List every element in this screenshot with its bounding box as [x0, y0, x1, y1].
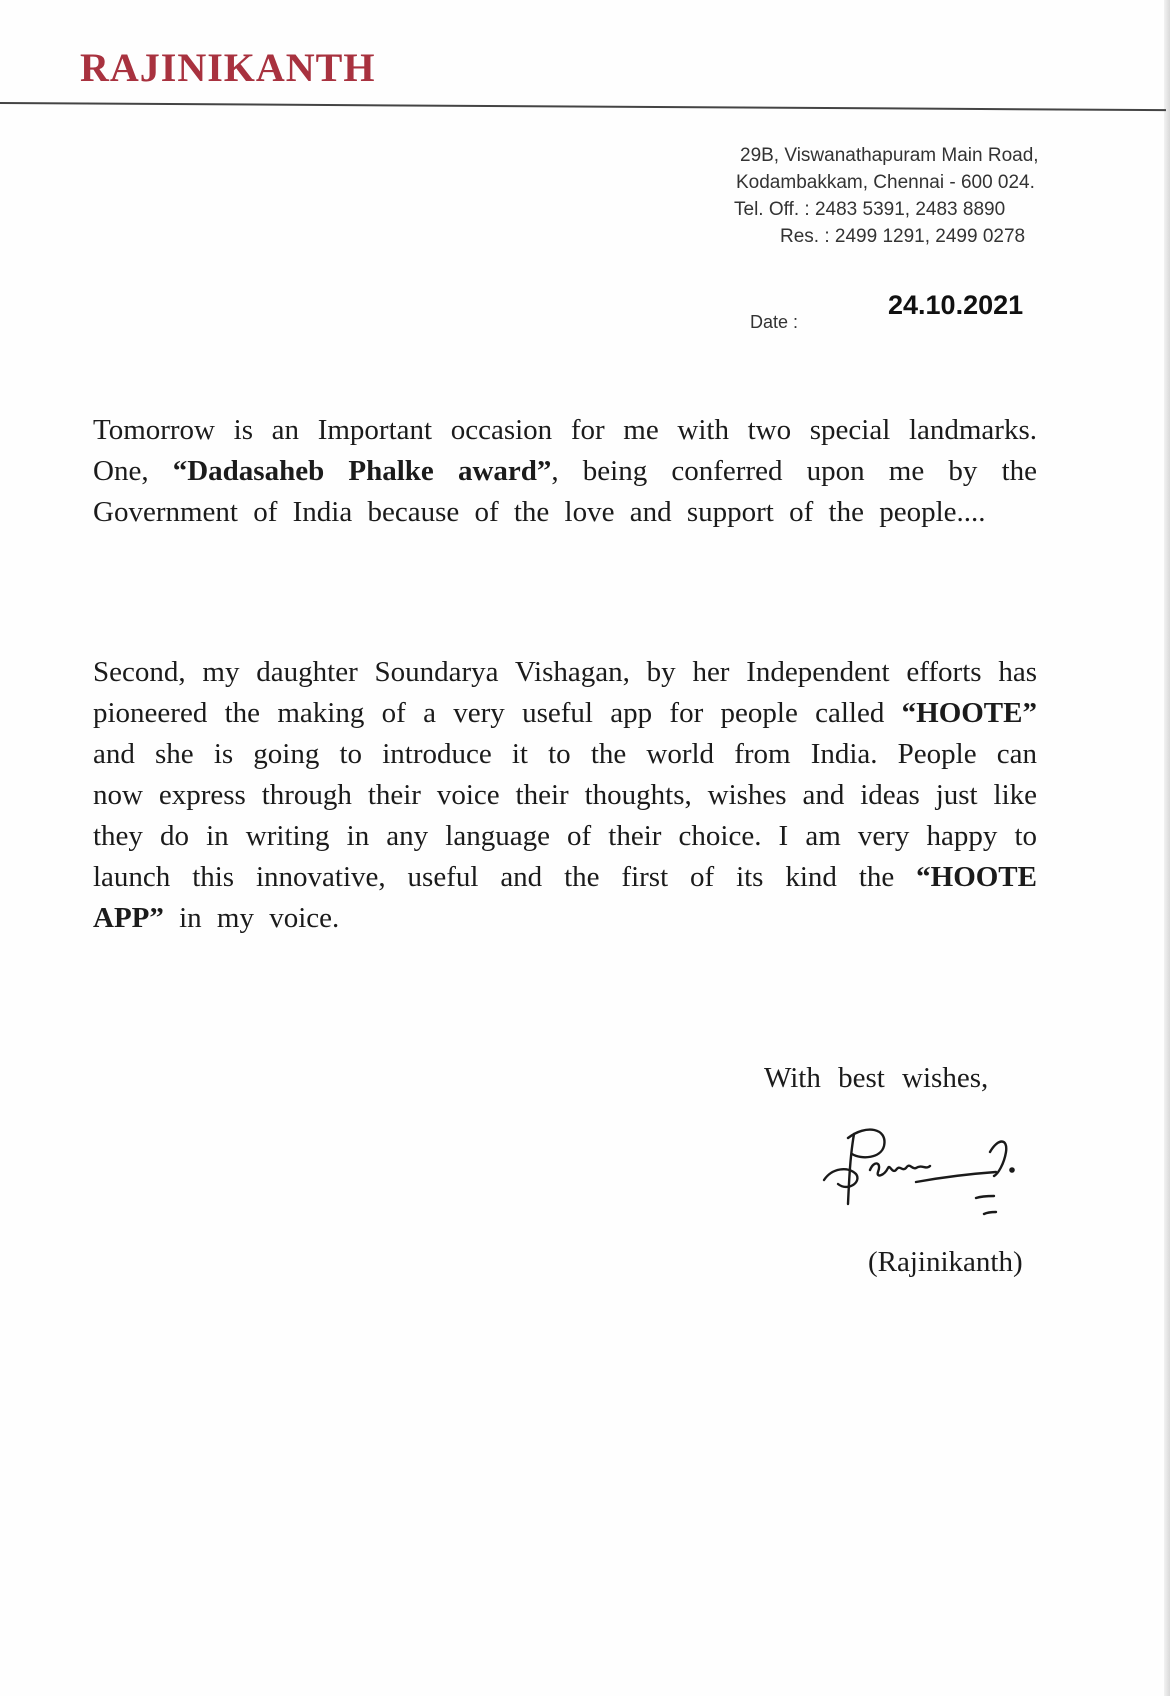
app-name-full: “HOOTE APP”	[93, 861, 1037, 934]
paragraph-app-text-b: and she is going to introduce it to the world from India. People can now express through their voice their thoughts, wishes and ideas just like they do in writing in any language of their choice. I am very happy to launch this innovative, useful and the first of its kind the	[93, 738, 1037, 893]
app-name: “HOOTE”	[901, 697, 1037, 729]
paragraph-award-text-b: , being conferred upon me by the Government of India because of the love and support of the people....	[93, 455, 1037, 528]
paragraph-award	[93, 410, 1037, 533]
paragraph-award-text-a: Tomorrow is an Important occasion for me with two special landmarks. One,	[93, 414, 1037, 487]
letterhead-address	[714, 142, 1074, 250]
signature-icon	[818, 1112, 1028, 1222]
paragraph-app	[93, 652, 1037, 939]
date-label: Date :	[750, 312, 799, 332]
date-value: 24.10.2021	[888, 290, 1024, 320]
date-row	[750, 290, 1070, 330]
letterhead-divider	[0, 102, 1166, 111]
letterhead-name: RAJINIKANTH	[80, 45, 376, 90]
paragraph-app-text-c: in my voice.	[163, 902, 340, 934]
signer-name: (Rajinikanth)	[868, 1246, 1023, 1278]
award-name: “Dadasaheb Phalke award”	[172, 455, 552, 487]
address-line-street: 29B, Viswanathapuram Main Road,	[740, 145, 1039, 166]
address-line-residence-phone: Res. : 2499 1291, 2499 0278	[780, 226, 1026, 247]
paper-edge	[1164, 0, 1170, 1696]
paragraph-app-text-a: Second, my daughter Soundarya Vishagan, by her Independent efforts has pioneered the making of a very useful app for people called	[93, 656, 1037, 729]
address-line-office-phone: Tel. Off. : 2483 5391, 2483 8890	[734, 199, 1006, 220]
closing-salutation: With best wishes,	[764, 1062, 989, 1094]
address-line-city: Kodambakkam, Chennai - 600 024.	[736, 172, 1035, 193]
